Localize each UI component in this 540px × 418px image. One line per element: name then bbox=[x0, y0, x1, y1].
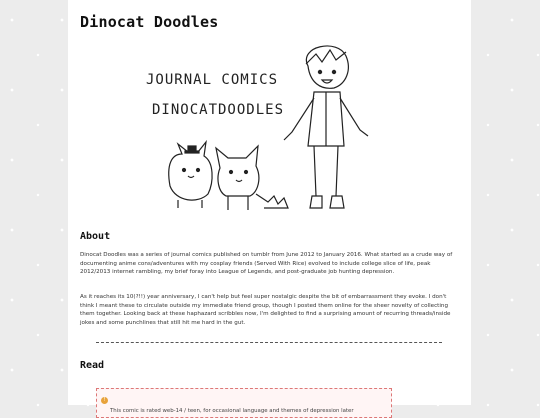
read-heading: Read bbox=[80, 360, 105, 371]
content-warning-box bbox=[96, 388, 392, 418]
content-card bbox=[68, 0, 471, 414]
about-paragraph-1: Dinocat Doodles was a series of journal comics published on tumblr from June 2012 to January 2016. What started as a crude way of documenting anime cons/adventures with my cosplay friends (Served With Rice) evolved to include college slice of life, peak 2012/2013 internet rambling, my brief foray into League of Legends, and post-graduate job hunting depression. bbox=[80, 252, 453, 276]
section-divider bbox=[96, 342, 442, 343]
site-title[interactable]: Dinocat Doodles bbox=[80, 13, 219, 31]
about-heading: About bbox=[80, 231, 111, 242]
hero-illustration bbox=[138, 36, 373, 220]
cat-right-drawing bbox=[216, 146, 288, 210]
warning-icon: ! bbox=[101, 397, 108, 404]
hero-drawing bbox=[138, 36, 373, 220]
hero-line-2: DINOCATDOODLES bbox=[152, 102, 285, 118]
person-drawing bbox=[284, 46, 368, 208]
content-warning-text: This comic is rated web-14 / teen, for occasional language and themes of depression later bbox=[110, 408, 354, 414]
cat-left-drawing bbox=[169, 142, 212, 208]
hero-line-1: JOURNAL COMICS bbox=[146, 72, 279, 88]
about-paragraph-2: As it reaches its 10(?!!) year anniversary, I can't help but feel super nostalgic despite the bit of embarrassment they evoke. I don't think I meant these to circulate outside my immediate friend group, though I posted them online for the sheer novelty of collecting them together. Looking back at these haphazard scribbles now, I'm delighted to find a surprising amount of recurring threads/inside jokes and some punchlines that still hit me hard in the gut. bbox=[80, 294, 451, 326]
